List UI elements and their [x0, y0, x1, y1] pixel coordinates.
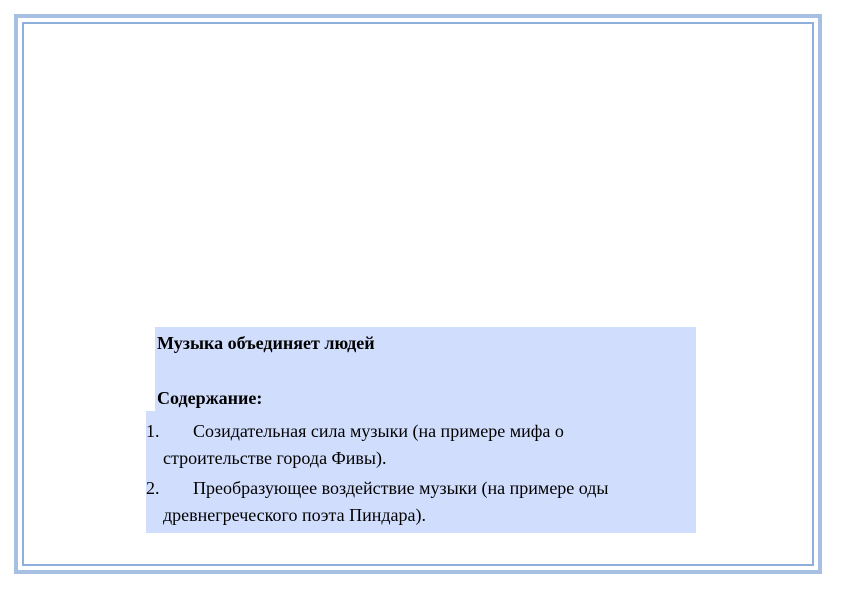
text-block — [146, 327, 696, 533]
list-item-text: Преобразующее воздействие музыки (на примере оды — [193, 478, 609, 498]
list-item — [146, 475, 696, 529]
list-item-text-continued: древнегреческого поэта Пиндара). — [163, 505, 426, 525]
list-item-text: Созидательная сила музыки (на примере мифа о — [193, 421, 564, 441]
heading-area — [155, 327, 696, 411]
list-item-number: 2. — [146, 478, 160, 498]
contents-label: Содержание: — [157, 388, 263, 408]
list-item-text-continued: строительстве города Фивы). — [163, 448, 387, 468]
list-item — [146, 418, 696, 472]
contents-list — [146, 411, 696, 533]
list-item-number: 1. — [146, 421, 160, 441]
document-title: Музыка объединяет людей — [157, 333, 375, 353]
